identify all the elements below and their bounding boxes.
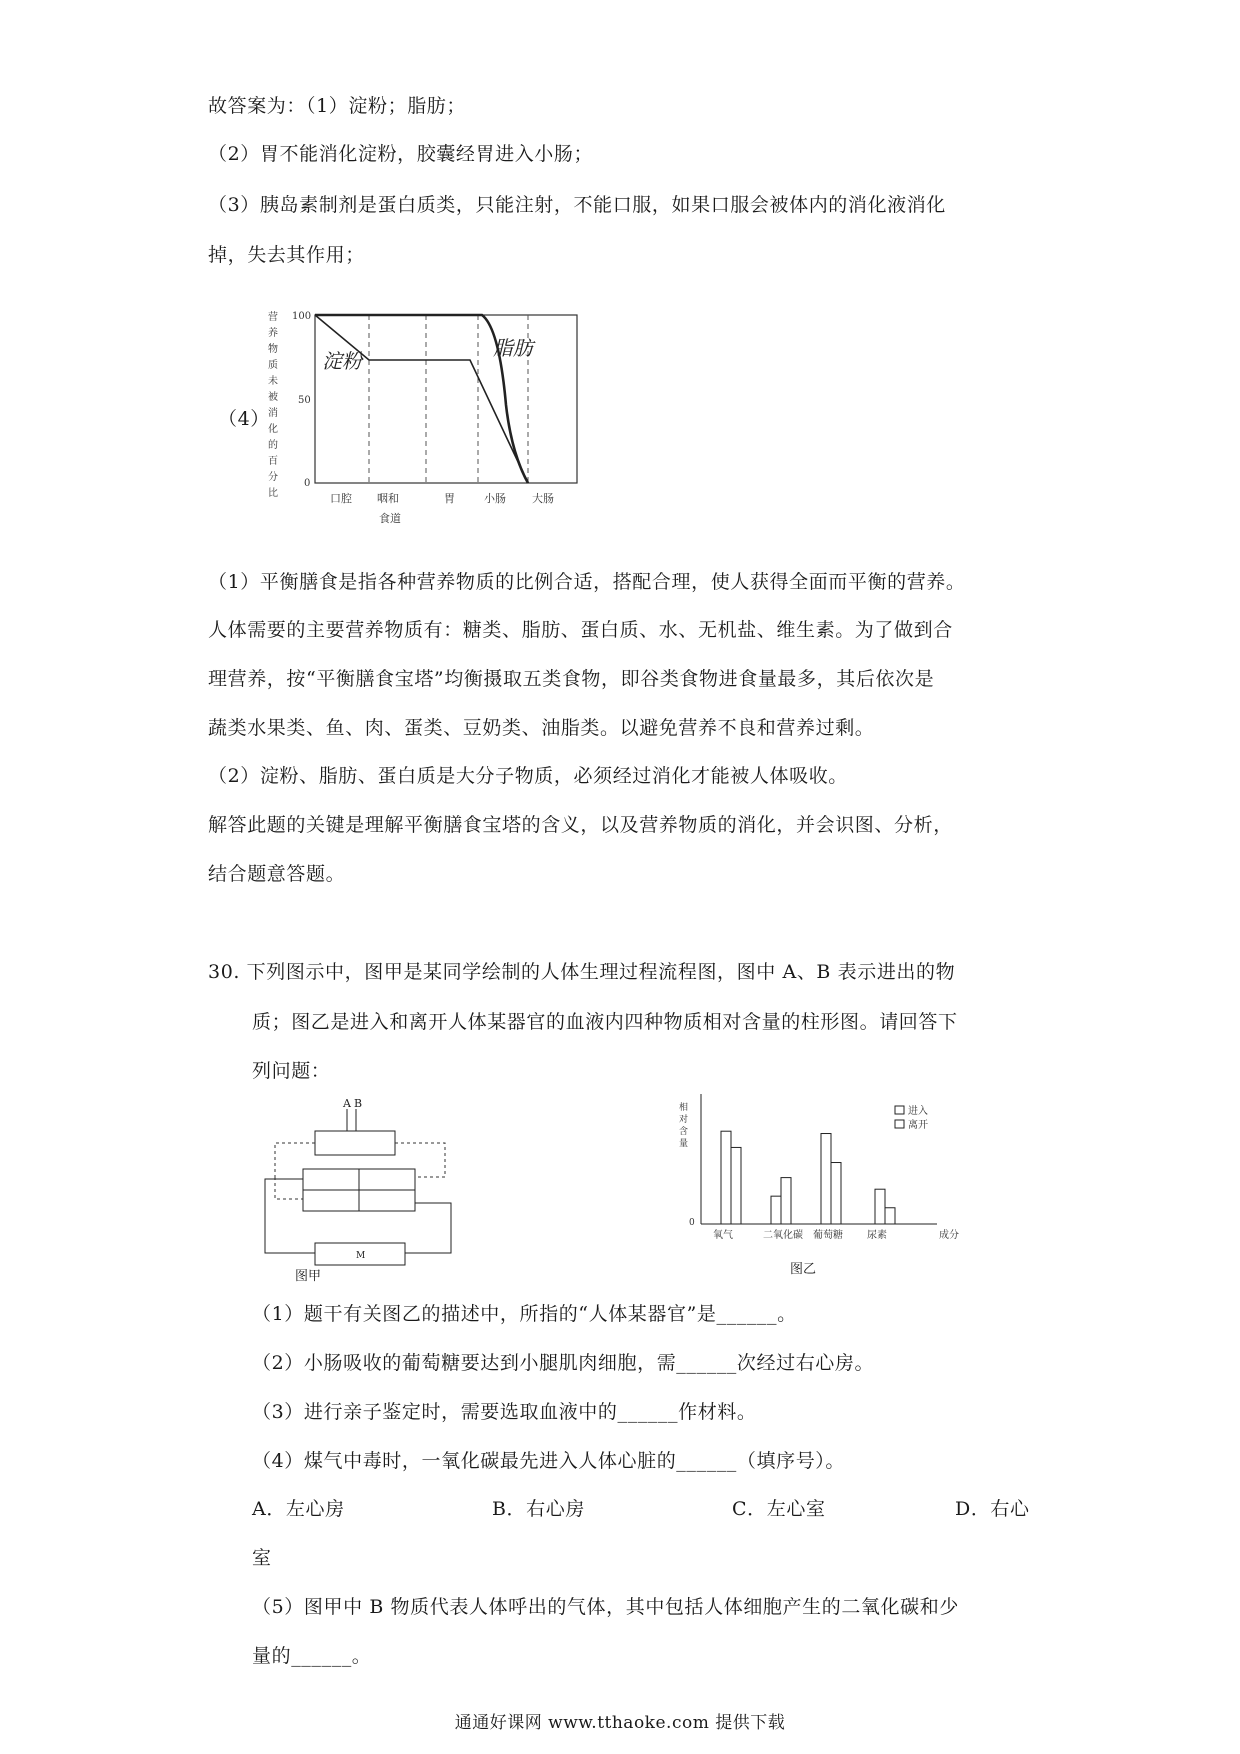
dashed-path-left-low (275, 1177, 303, 1199)
q30-sub5-line2: 量的______。 (252, 1645, 372, 1667)
answer-2: （2）胃不能消化淀粉，胶囊经胃进入小肠； (208, 143, 594, 165)
option-b: B．右心房 (492, 1498, 585, 1520)
category-label: 葡萄糖 (813, 1230, 843, 1241)
x-tick-large-intestine: 大肠 (532, 492, 554, 505)
label-m: M (356, 1251, 366, 1261)
lung-box (315, 1131, 395, 1155)
y-tick-100: 100 (292, 311, 312, 322)
q30-stem-line2: 质；图乙是进入和离开人体某器官的血液内四种物质相对含量的柱形图。请回答下 (252, 1011, 958, 1033)
y-tick-50: 50 (298, 395, 311, 406)
y-tick-0: 0 (304, 478, 311, 489)
y-axis-title-char: 质 (268, 360, 278, 371)
y-axis-title (679, 1101, 688, 1149)
y-axis-title-char: 量 (679, 1139, 689, 1149)
bar-out-2 (831, 1163, 841, 1224)
q30-stem-line3: 列问题： (252, 1060, 331, 1082)
explanation-p3-line1: 解答此题的关键是理解平衡膳食宝塔的含义，以及营养物质的消化，并会识图、分析， (208, 814, 953, 836)
figure-yi-svg (675, 1088, 975, 1258)
y-axis-title-char: 养 (268, 328, 278, 339)
x-tick-esophagus: 食道 (379, 512, 401, 525)
q30-sub4: （4）煤气中毒时，一氧化碳最先进入人体心脏的______（填序号）。 (252, 1450, 845, 1472)
label-a: A (343, 1097, 351, 1110)
dashed-path-left (275, 1143, 315, 1177)
y-axis-title-char: 相 (679, 1103, 689, 1113)
category-label: 尿素 (867, 1230, 887, 1241)
answer-3-line1: （3）胰岛素制剂是蛋白质类，只能注射，不能口服，如果口服会被体内的消化液消化 (208, 194, 946, 216)
category-label: 二氧化碳 (763, 1230, 803, 1241)
y-axis-title-char: 分 (268, 472, 278, 483)
y-axis-title-char: 营 (268, 312, 278, 323)
bar-out-1 (781, 1178, 791, 1224)
x-tick-mouth: 口腔 (330, 492, 352, 505)
legend-swatch-in (895, 1106, 904, 1114)
y-axis-title-char: 比 (268, 488, 278, 499)
explanation-p1-line3: 理营养，按“平衡膳食宝塔”均衡摄取五类食物，即谷类食物进食量最多，其后依次是 (208, 668, 935, 690)
explanation-p1-line1: （1）平衡膳食是指各种营养物质的比例合适，搭配合理，使人获得全面而平衡的营养。 (208, 571, 966, 593)
x-end-label: 成分 (939, 1230, 959, 1241)
x-tick-small-intestine: 小肠 (484, 492, 506, 505)
figure-jia-svg (255, 1095, 470, 1285)
category-label: 氧气 (713, 1230, 733, 1241)
option-a: A．左心房 (252, 1498, 345, 1520)
bar-out-3 (885, 1208, 895, 1224)
y-axis-title-char: 化 (268, 424, 278, 435)
answer-3-line2: 掉，失去其作用； (208, 244, 365, 266)
bar-in-1 (771, 1196, 781, 1224)
bar-in-0 (721, 1131, 731, 1224)
digestion-chart-svg (260, 300, 590, 530)
legend-out: 离开 (908, 1120, 928, 1131)
x-tick-pharynx: 咽和 (377, 492, 399, 505)
dashed-path-right (395, 1143, 445, 1177)
figure-jia-caption: 图甲 (295, 1269, 322, 1284)
figure-yi-caption: 图乙 (790, 1262, 817, 1277)
y-axis-title-char: 百 (268, 456, 278, 467)
bar-in-2 (821, 1134, 831, 1224)
q30-sub5-line1: （5）图甲中 B 物质代表人体呼出的气体，其中包括人体细胞产生的二氧化碳和少 (252, 1596, 959, 1618)
y-axis-title-char: 未 (268, 376, 278, 387)
footer: 通通好课网 www.tthaoke.com 提供下载 (454, 1713, 786, 1733)
q30-stem-line1: 30. 下列图示中，图甲是某同学绘制的人体生理过程流程图，图中 A、B 表示进出的物 (208, 961, 956, 983)
y-axis-title-char: 被 (268, 392, 278, 403)
explanation-p3-line2: 结合题意答题。 (208, 863, 346, 885)
y-axis-title (268, 310, 278, 499)
q30-sub3: （3）进行亲子鉴定时，需要选取血液中的______作材料。 (252, 1401, 757, 1423)
starch-label: 淀粉 (322, 349, 362, 373)
explanation-p2: （2）淀粉、脂肪、蛋白质是大分子物质，必须经过消化才能被人体吸收。 (208, 765, 848, 787)
digestion-chart (260, 300, 590, 530)
category-labels (713, 1228, 887, 1241)
q30-sub2: （2）小肠吸收的葡萄糖要达到小腿肌肉细胞，需______次经过右心房。 (252, 1352, 875, 1374)
y-axis-title-char: 对 (679, 1115, 689, 1125)
option-d-wrap: 室 (252, 1547, 272, 1569)
y-axis-title-char: 含 (679, 1127, 689, 1137)
bar-out-0 (731, 1147, 741, 1224)
x-tick-stomach: 胃 (444, 492, 455, 505)
y-axis-title-char: 消 (268, 408, 278, 419)
figure-yi (675, 1088, 975, 1283)
fat-label: 脂肪 (493, 336, 533, 360)
option-d: D．右心 (955, 1498, 1030, 1520)
answer-4-label: （4） (218, 408, 270, 430)
answer-lead: 故答案为：（1）淀粉；脂肪； (208, 95, 466, 117)
legend-in: 进入 (908, 1106, 928, 1117)
bar-in-3 (875, 1189, 885, 1224)
figure-jia (255, 1095, 470, 1285)
y-axis-title-char: 物 (268, 344, 278, 355)
explanation-p1-line2: 人体需要的主要营养物质有：糖类、脂肪、蛋白质、水、无机盐、维生素。为了做到合 (208, 619, 953, 641)
bars-group (721, 1131, 895, 1224)
label-b: B (354, 1097, 363, 1110)
y-zero: 0 (689, 1218, 695, 1228)
chart-frame (315, 315, 577, 483)
y-axis-title-char: 的 (268, 440, 278, 451)
q30-sub1: （1）题干有关图乙的描述中，所指的“人体某器官”是______。 (252, 1303, 797, 1325)
legend-swatch-out (895, 1120, 904, 1128)
option-c: C．左心室 (732, 1498, 826, 1520)
explanation-p1-line4: 蔬类水果类、鱼、肉、蛋类、豆奶类、油脂类。以避免营养不良和营养过剩。 (208, 717, 875, 739)
